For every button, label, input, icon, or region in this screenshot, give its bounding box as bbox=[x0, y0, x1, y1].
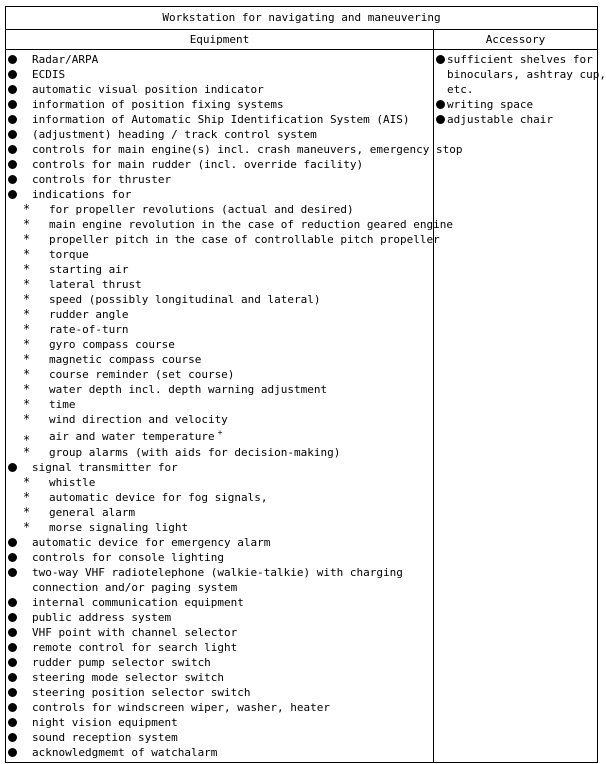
list-item-text: adjustable chair bbox=[447, 113, 553, 126]
list-item bbox=[6, 580, 433, 595]
list-item bbox=[6, 67, 433, 82]
list-item-text: propeller pitch in the case of controllable pitch propeller bbox=[49, 233, 440, 246]
bullet-dot-icon bbox=[8, 718, 17, 727]
workstation-table bbox=[5, 6, 606, 763]
list-item bbox=[434, 97, 597, 112]
list-item bbox=[6, 670, 433, 685]
list-item-text: etc. bbox=[447, 83, 474, 96]
list-item bbox=[434, 82, 597, 97]
list-item bbox=[6, 610, 433, 625]
asterisk-marker: * bbox=[23, 307, 31, 321]
list-item-text: two-way VHF radiotelephone (walkie-talkie) with charging bbox=[32, 566, 403, 579]
asterisk-marker: * bbox=[23, 202, 31, 216]
asterisk-marker: * bbox=[23, 292, 31, 306]
asterisk-marker: * bbox=[23, 277, 31, 291]
list-item bbox=[6, 307, 433, 322]
bullet-dot-icon bbox=[8, 628, 17, 637]
list-item bbox=[6, 700, 433, 715]
list-item-text: information of position fixing systems bbox=[32, 98, 284, 111]
list-item bbox=[6, 505, 433, 520]
list-item bbox=[6, 97, 433, 112]
list-item bbox=[6, 715, 433, 730]
list-item-text: binoculars, ashtray cup, bbox=[447, 68, 606, 81]
list-item-text: rudder pump selector switch bbox=[32, 656, 211, 669]
list-item bbox=[6, 187, 433, 202]
list-item bbox=[6, 550, 433, 565]
list-item-text: rate-of-turn bbox=[49, 323, 129, 336]
bullet-dot-icon bbox=[8, 568, 17, 577]
asterisk-marker: * bbox=[23, 217, 31, 231]
list-item bbox=[434, 67, 606, 82]
bullet-dot-icon bbox=[8, 673, 17, 682]
list-item-text: information of Automatic Ship Identification System (AIS) bbox=[32, 113, 410, 126]
list-item bbox=[6, 277, 433, 292]
list-item-text: automatic visual position indicator bbox=[32, 83, 264, 96]
list-item-text: morse signaling light bbox=[49, 521, 189, 534]
list-item-text: signal transmitter for bbox=[32, 461, 178, 474]
list-item bbox=[6, 520, 433, 535]
list-item-text: lateral thrust bbox=[49, 278, 142, 291]
list-item bbox=[6, 82, 433, 97]
list-item bbox=[6, 490, 433, 505]
bullet-dot-icon bbox=[8, 55, 17, 64]
asterisk-marker: * bbox=[23, 505, 31, 519]
list-item-text: rudder angle bbox=[49, 308, 129, 321]
list-item bbox=[6, 292, 433, 307]
list-item-text: group alarms (with aids for decision-making) bbox=[49, 446, 341, 459]
list-item bbox=[6, 127, 433, 142]
list-item-text: sound reception system bbox=[32, 731, 178, 744]
list-item-text: time bbox=[49, 398, 76, 411]
list-item bbox=[6, 745, 433, 760]
bullet-dot-icon bbox=[8, 598, 17, 607]
bullet-dot-icon bbox=[8, 658, 17, 667]
list-item-text: ECDIS bbox=[32, 68, 66, 81]
asterisk-marker: * bbox=[23, 352, 31, 366]
bullet-dot-icon bbox=[8, 100, 17, 109]
asterisk-marker: * bbox=[23, 247, 31, 261]
equipment-list bbox=[6, 50, 463, 760]
list-item-text: automatic device for emergency alarm bbox=[32, 536, 271, 549]
asterisk-marker: * bbox=[23, 445, 31, 459]
asterisk-marker: * bbox=[23, 382, 31, 396]
list-item bbox=[6, 157, 433, 172]
list-item-text: air and water temperature + bbox=[49, 428, 223, 443]
list-item bbox=[6, 337, 433, 352]
table-title: Workstation for navigating and maneuvering bbox=[6, 7, 598, 30]
list-item bbox=[6, 232, 440, 247]
list-item bbox=[6, 625, 433, 640]
asterisk-marker: * bbox=[23, 367, 31, 381]
asterisk-marker: * bbox=[23, 433, 31, 447]
list-item-text: writing space bbox=[447, 98, 534, 111]
list-item bbox=[6, 142, 463, 157]
list-item-text: magnetic compass course bbox=[49, 353, 202, 366]
list-item-text: controls for main engine(s) incl. crash maneuvers, emergency stop bbox=[32, 143, 463, 156]
bullet-dot-icon bbox=[8, 553, 17, 562]
equipment-header: Equipment bbox=[6, 30, 434, 50]
list-item-text: controls for main rudder (incl. override facility) bbox=[32, 158, 364, 171]
bullet-dot-icon bbox=[8, 703, 17, 712]
list-item bbox=[6, 172, 433, 187]
bullet-dot-icon bbox=[8, 538, 17, 547]
list-item bbox=[6, 247, 433, 262]
list-item bbox=[6, 565, 433, 580]
list-item bbox=[6, 460, 433, 475]
asterisk-marker: * bbox=[23, 412, 31, 426]
bullet-dot-icon bbox=[8, 85, 17, 94]
bullet-dot-icon bbox=[436, 115, 445, 124]
list-item-text: controls for thruster bbox=[32, 173, 172, 186]
list-item bbox=[6, 730, 433, 745]
list-item-text: water depth incl. depth warning adjustment bbox=[49, 383, 328, 396]
equipment-cell bbox=[6, 50, 463, 763]
list-item bbox=[6, 382, 433, 397]
list-item bbox=[6, 397, 433, 412]
list-item-text: connection and/or paging system bbox=[32, 581, 238, 594]
list-item-text: speed (possibly longitudinal and lateral) bbox=[49, 293, 321, 306]
list-item bbox=[6, 352, 433, 367]
list-item bbox=[6, 367, 433, 382]
asterisk-marker: * bbox=[23, 490, 31, 504]
bullet-dot-icon bbox=[8, 613, 17, 622]
list-item-text: general alarm bbox=[49, 506, 136, 519]
bullet-dot-icon bbox=[8, 463, 17, 472]
list-item-text: torque bbox=[49, 248, 89, 261]
list-item bbox=[6, 655, 433, 670]
list-item bbox=[6, 445, 433, 460]
accessory-list bbox=[434, 50, 606, 127]
bullet-dot-icon bbox=[8, 688, 17, 697]
asterisk-marker: * bbox=[23, 475, 31, 489]
asterisk-marker: * bbox=[23, 262, 31, 276]
list-item-text: whistle bbox=[49, 476, 96, 489]
list-item bbox=[6, 52, 433, 67]
list-item bbox=[434, 52, 597, 67]
list-item bbox=[6, 427, 433, 445]
list-item-text: gyro compass course bbox=[49, 338, 175, 351]
bullet-dot-icon bbox=[8, 130, 17, 139]
list-item-text: (adjustment) heading / track control system bbox=[32, 128, 317, 141]
list-item-text: course reminder (set course) bbox=[49, 368, 235, 381]
list-item-text: public address system bbox=[32, 611, 172, 624]
list-item bbox=[6, 535, 433, 550]
list-item bbox=[6, 202, 433, 217]
bullet-dot-icon bbox=[8, 733, 17, 742]
bullet-dot-icon bbox=[8, 748, 17, 757]
list-item-text: controls for windscreen wiper, washer, heater bbox=[32, 701, 331, 714]
list-item-text: for propeller revolutions (actual and desired) bbox=[49, 203, 354, 216]
list-item bbox=[6, 640, 433, 655]
asterisk-marker: * bbox=[23, 232, 31, 246]
bullet-dot-icon bbox=[8, 160, 17, 169]
list-item bbox=[6, 685, 433, 700]
bullet-dot-icon bbox=[8, 175, 17, 184]
list-item-text: wind direction and velocity bbox=[49, 413, 228, 426]
list-item bbox=[6, 217, 453, 232]
list-item bbox=[434, 112, 597, 127]
bullet-dot-icon bbox=[8, 70, 17, 79]
list-item-text: VHF point with channel selector bbox=[32, 626, 238, 639]
list-item-text: internal communication equipment bbox=[32, 596, 244, 609]
footnote-mark: + bbox=[217, 428, 223, 437]
asterisk-marker: * bbox=[23, 322, 31, 336]
list-item bbox=[6, 262, 433, 277]
asterisk-marker: * bbox=[23, 520, 31, 534]
bullet-dot-icon bbox=[8, 115, 17, 124]
bullet-dot-icon bbox=[8, 643, 17, 652]
bullet-dot-icon bbox=[8, 145, 17, 154]
list-item bbox=[6, 112, 433, 127]
list-item bbox=[6, 595, 433, 610]
list-item bbox=[6, 322, 433, 337]
list-item bbox=[6, 475, 433, 490]
asterisk-marker: * bbox=[23, 397, 31, 411]
bullet-dot-icon bbox=[436, 55, 445, 64]
list-item-text: acknowledgmemt of watchalarm bbox=[32, 746, 218, 759]
list-item-text: remote control for search light bbox=[32, 641, 238, 654]
asterisk-marker: * bbox=[23, 337, 31, 351]
list-item-text: steering mode selector switch bbox=[32, 671, 225, 684]
list-item-text: steering position selector switch bbox=[32, 686, 251, 699]
list-item-text: sufficient shelves for bbox=[447, 53, 593, 66]
accessory-header: Accessory bbox=[434, 30, 598, 50]
bullet-dot-icon bbox=[8, 190, 17, 199]
list-item-text: indications for bbox=[32, 188, 132, 201]
list-item-text: starting air bbox=[49, 263, 129, 276]
list-item-text: night vision equipment bbox=[32, 716, 178, 729]
list-item-text: automatic device for fog signals, bbox=[49, 491, 268, 504]
bullet-dot-icon bbox=[436, 100, 445, 109]
list-item-text: controls for console lighting bbox=[32, 551, 225, 564]
list-item bbox=[6, 412, 433, 427]
list-item-text: Radar/ARPA bbox=[32, 53, 99, 66]
list-item-text: main engine revolution in the case of reduction geared engine bbox=[49, 218, 453, 231]
